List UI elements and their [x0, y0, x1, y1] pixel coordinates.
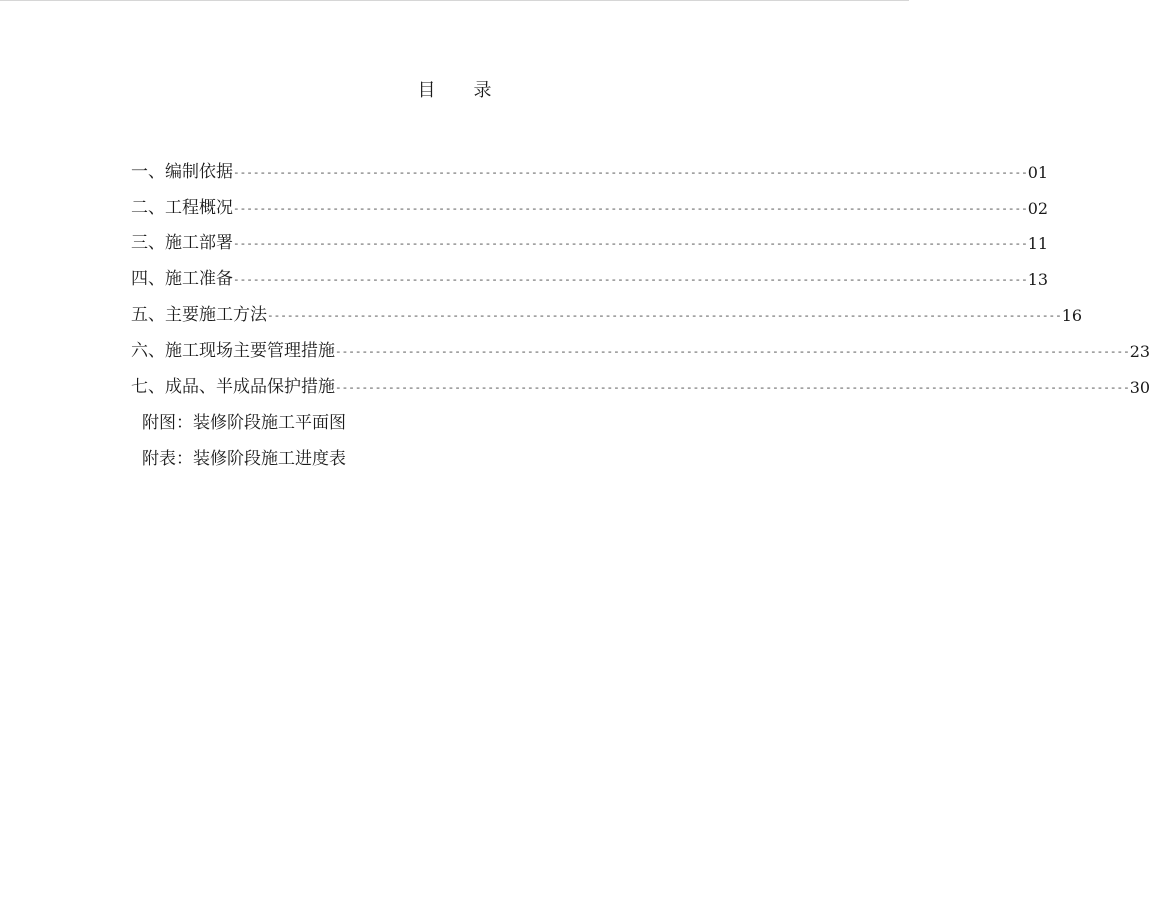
toc-entry-page: 01	[1027, 162, 1049, 182]
toc-entry[interactable]	[131, 182, 1049, 218]
toc-entry[interactable]	[131, 325, 1150, 361]
toc-dot-leader: ------------------------------------------------------------------------------------------------------------------------	[267, 308, 1062, 322]
toc-entry-page: 23	[1129, 341, 1150, 361]
toc-entry-label: 七、成品、半成品保护措施	[131, 376, 335, 397]
toc-entry[interactable]	[131, 289, 1083, 325]
toc-entry[interactable]	[131, 146, 1049, 182]
toc-entry-label: 一、编制依据	[131, 161, 233, 182]
toc-entry-page: 13	[1027, 270, 1049, 290]
toc-entry-label: 五、主要施工方法	[131, 304, 267, 325]
toc-dot-leader: ------------------------------------------------------------------------------------------------------------------------	[335, 344, 1130, 358]
toc-entry[interactable]	[131, 361, 1150, 397]
toc-entry-label: 六、施工现场主要管理措施	[131, 340, 335, 361]
toc-entry-page: 30	[1129, 377, 1150, 397]
page-top-border	[0, 0, 909, 1]
page-title: 目录	[417, 80, 530, 101]
toc-entry-page: 16	[1061, 305, 1083, 325]
toc-entry[interactable]	[131, 218, 1049, 254]
toc-entry-page: 11	[1027, 234, 1049, 254]
toc-dot-leader: ------------------------------------------------------------------------------------------------------------------------	[233, 237, 1028, 251]
toc-dot-leader: ------------------------------------------------------------------------------------------------------------------------	[233, 273, 1028, 287]
toc-entry[interactable]	[131, 253, 1049, 290]
toc-entry-label: 三、施工部署	[131, 233, 233, 254]
toc-dot-leader: ------------------------------------------------------------------------------------------------------------------------	[233, 201, 1028, 215]
toc-entry-label: 四、施工准备	[131, 269, 233, 290]
toc-dot-leader: ------------------------------------------------------------------------------------------------------------------------	[335, 380, 1130, 394]
toc-dot-leader: ------------------------------------------------------------------------------------------------------------------------	[233, 165, 1028, 179]
appendix-figure: 附图：装修阶段施工平面图	[142, 412, 346, 433]
appendix-table: 附表：装修阶段施工进度表	[142, 448, 346, 469]
toc-entry-label: 二、工程概况	[131, 197, 233, 218]
table-of-contents	[131, 146, 1150, 469]
toc-entry-page: 02	[1027, 198, 1049, 218]
